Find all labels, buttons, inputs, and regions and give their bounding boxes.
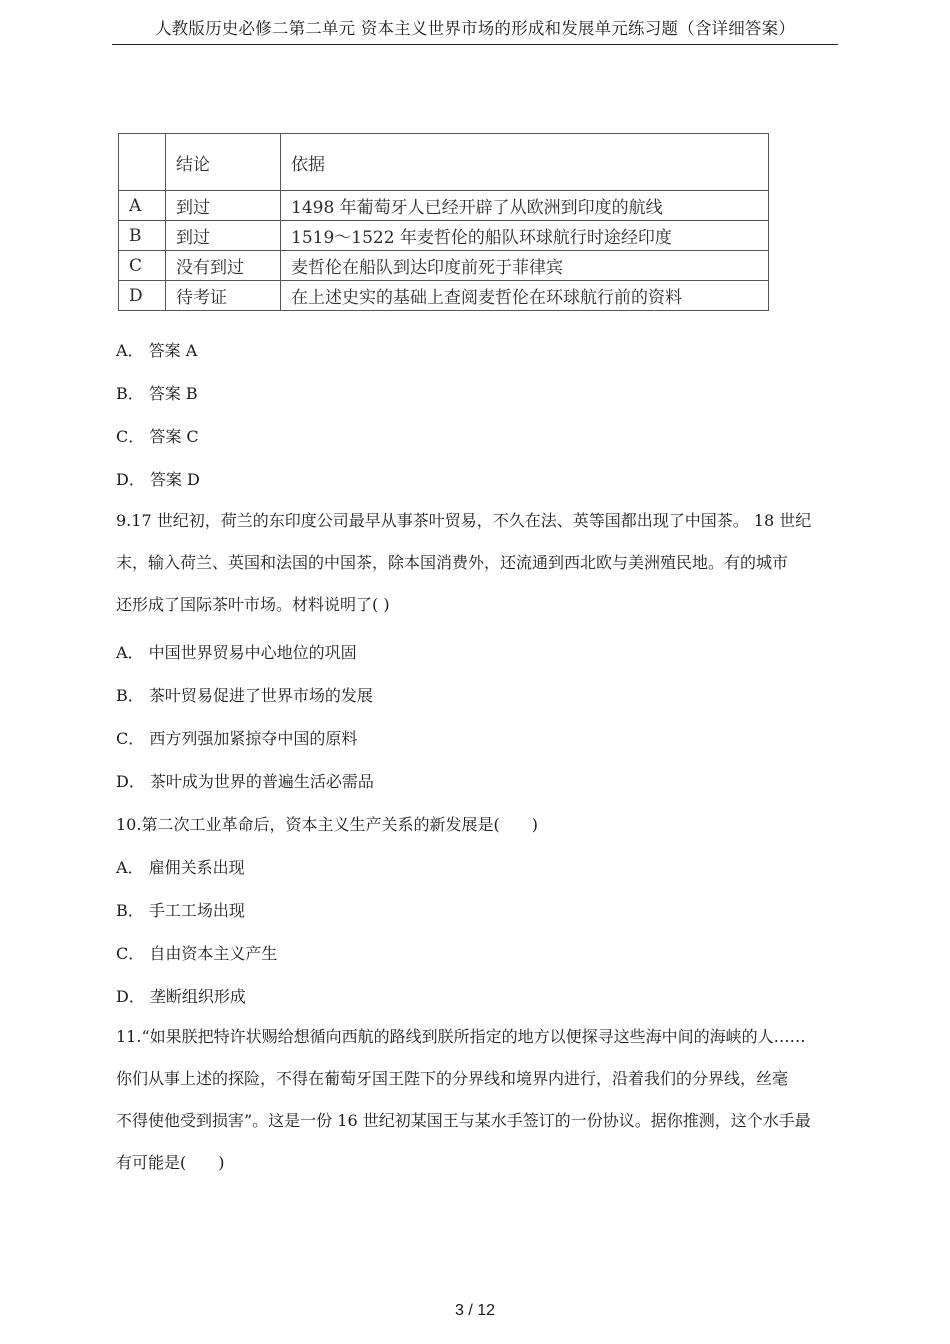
q9-option-d: D． 茶叶成为世界的普遍生活必需品 — [116, 772, 374, 791]
table-cell: 没有到过 — [166, 251, 281, 281]
q9-stem-line: 末，输入荷兰、英国和法国的中国茶，除本国消费外，还流通到西北欧与美洲殖民地。有的城市 — [116, 553, 789, 572]
table-header-cell — [119, 134, 166, 191]
table-cell: A — [119, 191, 166, 221]
q9-stem-line: 还形成了国际茶叶市场。材料说明了( ) — [116, 595, 390, 614]
q9-stem-line: 9.17 世纪初，荷兰的东印度公司最早从事茶叶贸易，不久在法、英等国都出现了中国茶。 18 世纪 — [116, 511, 812, 530]
table-cell: D — [119, 281, 166, 311]
q8-option-a: A． 答案 A — [116, 341, 198, 360]
table-cell: C — [119, 251, 166, 281]
table-cell: 1519～1522 年麦哲伦的船队环球航行时途经印度 — [281, 221, 769, 251]
q8-option-c: C． 答案 C — [116, 427, 199, 446]
q10-option-d: D． 垄断组织形成 — [116, 987, 246, 1006]
evidence-table-figure — [118, 133, 769, 311]
table-row — [119, 191, 769, 221]
q8-option-b: B． 答案 B — [116, 384, 198, 403]
page-number: 3 / 12 — [454, 1302, 496, 1319]
q11-stem-line: 不得使他受到损害”。这是一份 16 世纪初某国王与某水手签订的一份协议。据你推测，这个水手最 — [116, 1111, 811, 1130]
evidence-table — [118, 133, 769, 311]
q10-option-c: C． 自由资本主义产生 — [116, 944, 278, 963]
q9-option-b: B． 茶叶贸易促进了世界市场的发展 — [116, 686, 373, 705]
page-header: 人教版历史必修二第二单元 资本主义世界市场的形成和发展单元练习题（含详细答案） — [112, 14, 838, 45]
table-cell: 到过 — [166, 221, 281, 251]
table-cell: 到过 — [166, 191, 281, 221]
table-row — [119, 251, 769, 281]
table-cell: 1498 年葡萄牙人已经开辟了从欧洲到印度的航线 — [281, 191, 769, 221]
table-row — [119, 221, 769, 251]
q11-stem-line: 11.“如果朕把特许状赐给想循向西航的路线到朕所指定的地方以便探寻这些海中间的海峡的人…… — [116, 1027, 806, 1046]
q11-stem-line: 有可能是( ) — [116, 1153, 225, 1172]
q11-stem-line: 你们从事上述的探险，不得在葡萄牙国王陛下的分界线和境界内进行，沿着我们的分界线，丝毫 — [116, 1069, 789, 1088]
q10-stem: 10.第二次工业革命后，资本主义生产关系的新发展是( ) — [116, 815, 538, 834]
table-cell: 麦哲伦在船队到达印度前死于菲律宾 — [281, 251, 769, 281]
table-cell: B — [119, 221, 166, 251]
table-row — [119, 281, 769, 311]
table-cell: 待考证 — [166, 281, 281, 311]
table-header-cell: 结论 — [166, 134, 281, 191]
q11-stem — [116, 1016, 840, 1184]
q10-option-a: A． 雇佣关系出现 — [116, 858, 245, 877]
q8-option-d: D． 答案 D — [116, 470, 200, 489]
q9-stem — [116, 500, 840, 626]
q9-option-c: C． 西方列强加紧掠夺中国的原料 — [116, 729, 358, 748]
table-header-row — [119, 134, 769, 191]
q10-option-b: B． 手工工场出现 — [116, 901, 245, 920]
table-header-cell: 依据 — [281, 134, 769, 191]
table-cell: 在上述史实的基础上查阅麦哲伦在环球航行前的资料 — [281, 281, 769, 311]
q9-option-a: A． 中国世界贸易中心地位的巩固 — [116, 643, 357, 662]
